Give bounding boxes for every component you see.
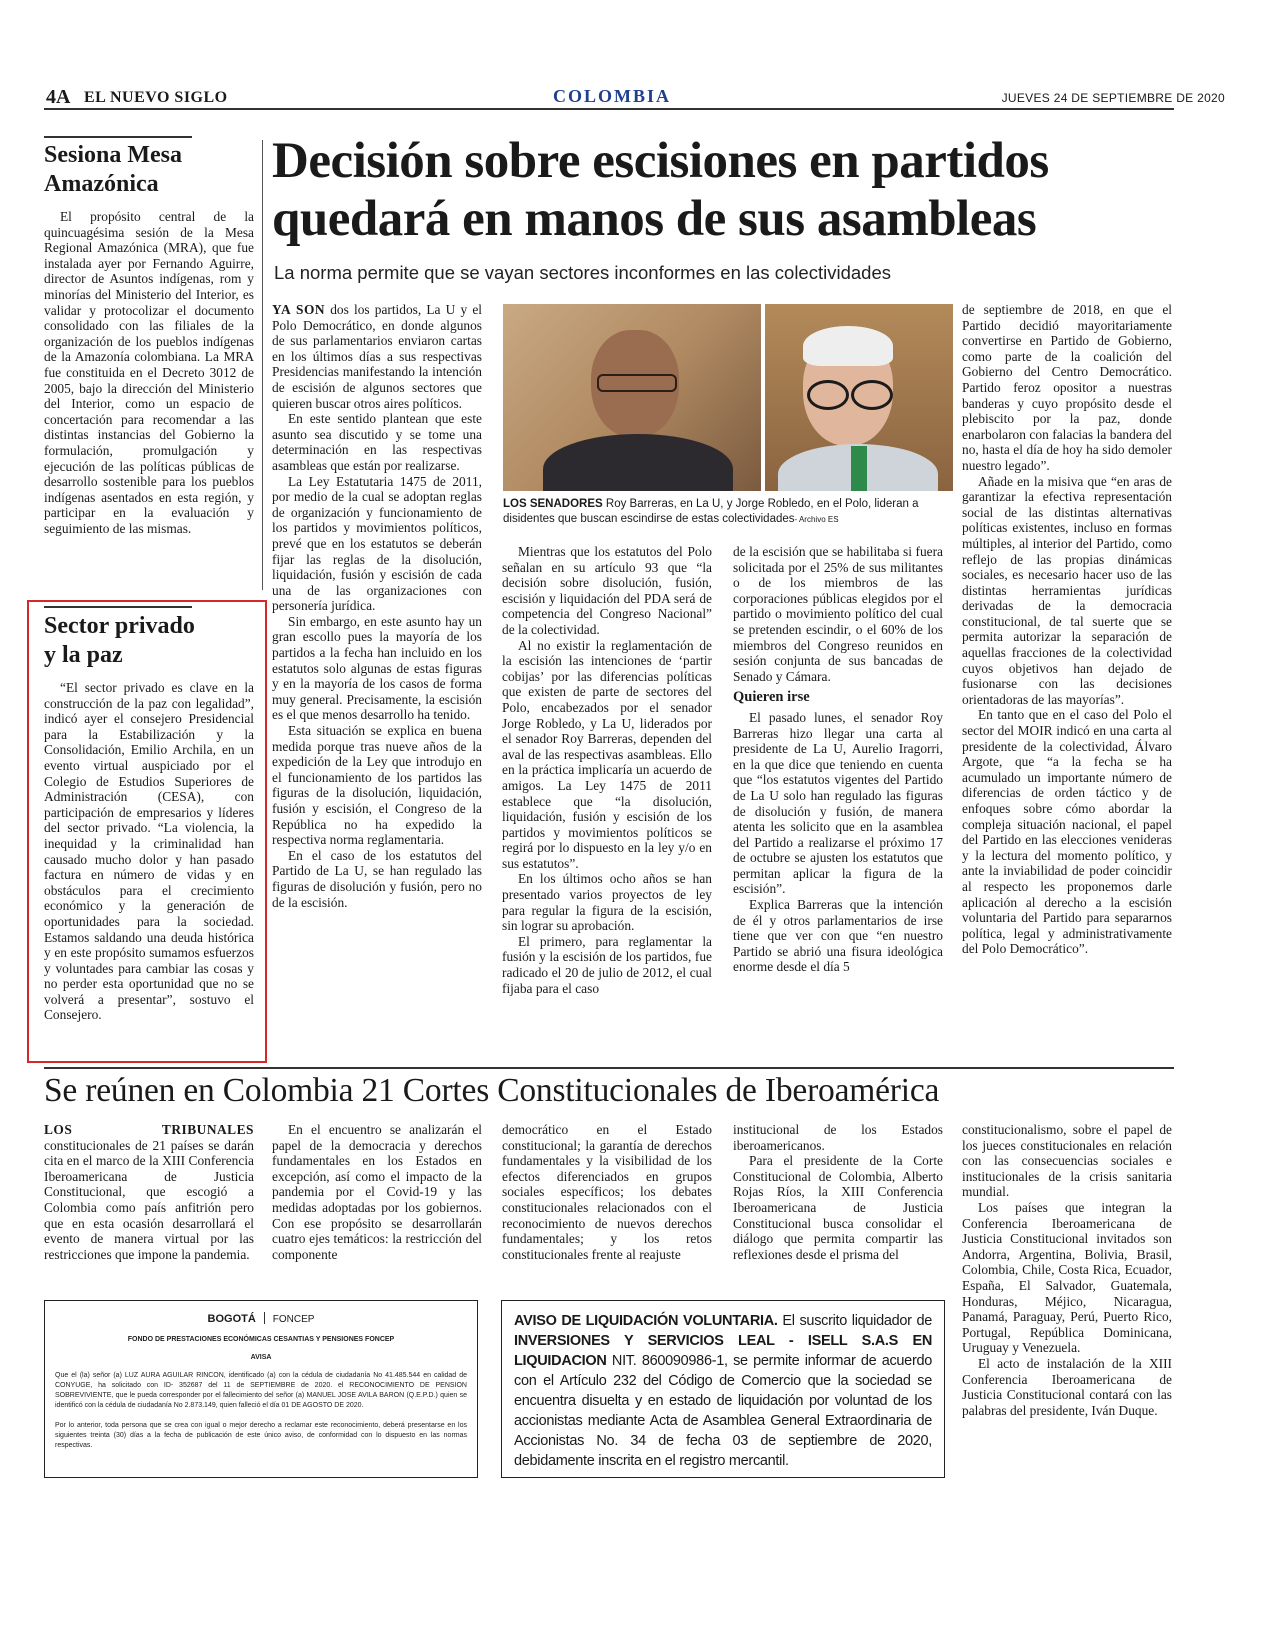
brief-sector-privado	[44, 612, 254, 1023]
brief-body: “El sector privado es clave en la construcción de la paz con legalidad”, indicó ayer el consejero Presidencial para la Estabilización y la Consolidación, Emilio Archila, en un evento virtual auspiciado por el Colegio de Estudios Superiores de Administración (CESA), con participación de empresarios y líderes del sector privado. “La violencia, la inequidad y la criminalidad han causado mucho dolor y han pasado factura en número de vidas y en obstáculos para el crecimiento económico y la generación de oportunidades para la sociedad. Estamos saldando una deuda histórica y en este propósito sumamos esfuerzos y voluntades para cambiar las cosas y no perder esta oportunidad que no se volverá a presentar”, sostuvo el Consejero.	[44, 680, 254, 1023]
photo-caption: LOS SENADORES Roy Barreras, en La U, y Jorge Robledo, en el Polo, lideran a disidentes que buscan escindirse de estas colectividades- Archivo ES	[503, 498, 919, 525]
lead-in: LOS TRIBUNALES	[44, 1122, 254, 1137]
publication-name: EL NUEVO SIGLO	[84, 89, 228, 106]
ad-liquidacion	[501, 1300, 945, 1478]
subhead-quieren-irse: Quieren irse	[733, 689, 810, 706]
main-col-4: de septiembre de 2018, en que el Partido decidió mayoritariamente convertirse en Partido de Gobierno, como parte de la coalición del Gobierno del Centro Democrático. Partido feroz opositor a nuestras banderas y cuyo propósito desde el plebiscito por la paz, donde enarbolaron con falacias la bandera del no, hasta el día de hoy ha sido demoler nuestro legado”. Añade en la misiva que “en aras de garantizar la efectiva representación social de las distintas alternativas políticas existentes, incluso en formas múltiples, al interior del Partido, como reflejo de las propias dinámicas sociales, es necesario hacer uso de las distintas herramientas jurídicas derivadas de la democracia constitucional, de tal suerte que se permita autorizar la separación de aquellas fracciones de la colectividad cuyos objetivos han dejado de fusionarse con las decisiones orientadoras de las mayorías”. En tanto que en el caso del Polo el sector del MOIR indicó en una carta al presidente de la colectividad, Álvaro Argote, que “a la fecha se ha acumulado un importante número de diferencias de orden táctico y de enfoques sobre cómo abordar la compleja situación nacional, el papel del Partido en las elecciones venideras y la lectura del momento político, y ante la inviabilidad de poder coincidir al respecto les proponemos darle aplicación al derecho a la escisión voluntaria del Partido para separarnos política, legal y administrativamente del Polo Democrático”.	[962, 302, 1172, 957]
second-col-5: constitucionalismo, sobre el papel de los jueces constitucionales en relación con las consecuencias sociales e institucionales de la crisis sanitaria mundial. Los países que integran la Conferencia Iberoamericana de Justicia Constitucional invitados son Andorra, Argentina, Bolivia, Brasil, Colombia, Chile, Costa Rica, Ecuador, España, El Salvador, Guatemala, Honduras, Méjico, Nicaragua, Panamá, Paraguay, Perú, Puerto Rico, Portugal, República Dominicana, Uruguay y Venezuela. El acto de instalación de la XIII Conferencia Iberoamericana de Justicia Constitucional contará con las palabras del presidente, Iván Duque.	[962, 1122, 1172, 1418]
ad-foncep: BOGOTÁ FONCEP FONDO DE PRESTACIONES ECONÓMICAS CESANTIAS Y PENSIONES FONCEP AVISA Que el (la) señor (a) LUZ AURA AGUILAR RINCON, identificado (a) con la cédula de ciudadanía No 41.485.544 en calidad de CONYUGE, ha solicitado con ID- 352687 del 11 de SEPTIEMBRE de 2020. el RECONOCIMIENTO DE PENSION SOBREVIVIENTE, que le pueda corresponder por el fallecimiento del señor (a) MANUEL JOSE AVILA BARON (Q.E.P.D.) quien se identificó con la cédula de ciudadanía No 2.873.149, quien falleció el día 01 DE AGOSTO DE 2020. Por lo anterior, toda persona que se crea con igual o mejor derecho a reclamar este reconocimiento, deberá presentarse en los siguientes treinta (30) días a la fecha de publicación de este único aviso, de conformidad con lo dispuesto en las normas respectivas.	[44, 1300, 478, 1478]
article-divider	[44, 1067, 1174, 1069]
photo-divider	[761, 304, 765, 491]
header-rule	[44, 108, 1174, 110]
main-col-1: YA SON dos los partidos, La U y el Polo Democrático, en donde algunos de sus parlamentarios enviaron cartas en los últimos días a sus respectivas Presidencias manifestando la intención de escisión de algunos sectores que quieren buscar otros aires políticos. En este sentido plantean que este asunto sea discutido y se tome una determinación en las respectivas asambleas que están por realizarse. La Ley Estatutaria 1475 de 2011, por medio de la cual se adoptan reglas de organización y funcionamiento de los partidos y movimientos políticos, prevé que en los estatutos se deberán fijar las reglas de la disolución, liquidación, fusión y escisión de cada una de las organizaciones con personería jurídica. Sin embargo, en este asunto hay un gran escollo pues la mayoría de los partidos a la fecha han incluido en los estatutos solo algunas de estas figuras y en la mayoría de los casos de forma muy general. Precisamente, la escisión es el que menos desarrollo ha tenido. Esta situación se explica en buena medida porque tras nueve años de la expedición de la Ley que introdujo en el funcionamiento de los partidos las figuras de la disolución, liquidación, fusión y escisión, el Congreso de la República no ha expedido la respectiva norma reglamentaria. En el caso de los estatutos del Partido de La U, se han regulado las figuras de disolución y fusión, pero no de la escisión.	[272, 302, 482, 910]
brief-body: El propósito central de la quincuagésima sesión de la Mesa Regional Amazónica (MRA), que fue instalada ayer por Fernando Aguirre, director de Asuntos indígenas, rom y minorías del Ministerio del Interior, es validar y protocolizar el documento consolidado con las filiales de la organización de los pueblos indígenas de la Amazonía colombiana. La MRA fue constituida en el Decreto 3012 de 2005, bajo la dirección del Ministerio del Interior, como un espacio de concertación para recomendar a las distintas instancias del Gobierno la formulación, promulgación y ejecución de las políticas públicas de desarrollo sostenible para los pueblos indígenas asentados en esta región, y participar en la evaluación y seguimiento de las mismas.	[44, 209, 254, 536]
second-col-3: democrático en el Estado constitucional; la garantía de derechos fundamentales y la visibilidad de los efectos diferenciados en grupos sociales específicos; los debates constitucionales relacionados con el reconocimiento de nuevos derechos fundamentales; y los retos constitucionales frente al reajuste	[502, 1122, 712, 1262]
brief-sesiona-mesa	[44, 141, 254, 536]
second-col-1: LOS TRIBUNALES constitucionales de 21 países se darán cita en el marco de la XIII Conferencia Iberoamericana de Justicia Constitucional, que escogió a Colombia como país anfitrión pero que en esta ocasión desarrollará el evento de manera virtual por las restricciones que impone la pandemia.	[44, 1122, 254, 1262]
main-subheadline: La norma permite que se vayan sectores inconformes en las colectividades	[274, 262, 891, 283]
person-robledo-tie	[851, 446, 867, 491]
column-divider	[262, 140, 263, 590]
section-title: COLOMBIA	[553, 86, 672, 106]
senators-photo	[503, 304, 953, 491]
person-robledo-hair	[803, 326, 893, 366]
liquidacion-text: AVISO DE LIQUIDACIÓN VOLUNTARIA. El suscrito liquidador de INVERSIONES Y SERVICIOS LEAL - ISELL S.A.S EN LIQUIDACION NIT. 860090986-1, se permite informar de acuerdo con el Artículo 232 del Código de Comercio que la sociedad se encuentra disuelta y en estado de liquidación por voluntad de los accionistas mediante Acta de Asamblea General Extraordinaria de Accionistas No. 34 de fecha 03 de septiembre de 2020, debidamente inscrita en el registro mercantil.	[514, 1313, 932, 1469]
brief-title: Sesiona Mesa Amazónica	[44, 142, 182, 197]
brief-title: Sector privado y la paz	[44, 613, 195, 668]
lead-in: YA SON	[272, 302, 326, 317]
person-robledo-glasses-right	[851, 380, 893, 410]
page-number: 4A	[46, 86, 71, 108]
main-headline: Decisión sobre escisiones en partidos quedará en manos de sus asambleas	[272, 133, 1049, 247]
second-col-2: En el encuentro se analizarán el papel de la democracia y derechos fundamentales en los Estados en excepción, así como el impacto de la pandemia por el Covid-19 y las medidas adoptadas por los gobiernos. Con ese propósito se desarrollarán cuatro ejes temáticos: la restricción del componente	[272, 1122, 482, 1262]
second-col-4: institucional de los Estados iberoamericanos. Para el presidente de la Corte Constitucional de Colombia, Alberto Rojas Ríos, la XIII Conferencia Iberoamericana de Justicia Constitucional busca consolidar el diálogo que permita compartir las reflexiones desde el prisma del	[733, 1122, 943, 1262]
person-robledo-glasses	[807, 380, 849, 410]
page-date: JUEVES 24 DE SEPTIEMBRE DE 2020	[1001, 91, 1225, 105]
main-col-3: de la escisión que se habilitaba si fuera solicitada por el 25% de sus militantes o de los miembros de las corporaciones públicas elegidos por el partido o movimiento político del cual se pretenden escindir, o el 60% de los miembros del Congreso reunidos en sesión conjunta de sus bancadas de Senado y Cámara. Quieren irse El pasado lunes, el senador Roy Barreras hizo llegar una carta al presidente de La U, Aurelio Iragorri, en la que dice que teniendo en cuenta que “los estatutos vigentes del Partido de La U solo han regulado las figuras de disolución y fusión, de manera atenta les solicito que en la asamblea del Partido a realizarse el próximo 17 de octubre se ajusten los estatutos que permitan aplicar la figura de la escisión”. Explica Barreras que la intención de él y otros parlamentarios de irse tiene que ver con que “en nuestro Partido se abrió una fisura ideológica enorme desde el día 5	[733, 544, 943, 975]
second-headline: Se reúnen en Colombia 21 Cortes Constitucionales de Iberoamérica	[44, 1072, 940, 1109]
person-barreras-glasses	[597, 374, 677, 392]
sidebar-top-rule	[44, 136, 192, 138]
foncep-logo: BOGOTÁ FONCEP	[207, 1313, 315, 1325]
main-col-2: Mientras que los estatutos del Polo señalan en su artículo 93 que “la decisión sobre disolución, fusión, escisión y liquidación del PDA será de competencia del Congreso Nacional” de la colectividad. Al no existir la reglamentación de la escisión las intenciones de ‘partir cobijas’ por las diferencias políticas que existen de parte de sectores del Polo, encabezados por el senador Jorge Robledo, y La U, liderados por el senador Roy Barreras, dependen del aval de las respectivas asambleas. Ello en la práctica implicaría un acuerdo de amigos. La Ley 1475 de 2011 establece que “la disolución, liquidación, fusión y escisión de los partidos y movimientos políticos se regirá por lo dispuesto en la ley y/o en sus estatutos”. En los últimos ocho años se han presentado varios proyectos de ley para regular la figura de la escisión, sin lograr su aprobación. El primero, para reglamentar la fusión y la escisión de los partidos, fue radicado el 20 de julio de 2012, el cual fijaba para el caso	[502, 544, 712, 996]
